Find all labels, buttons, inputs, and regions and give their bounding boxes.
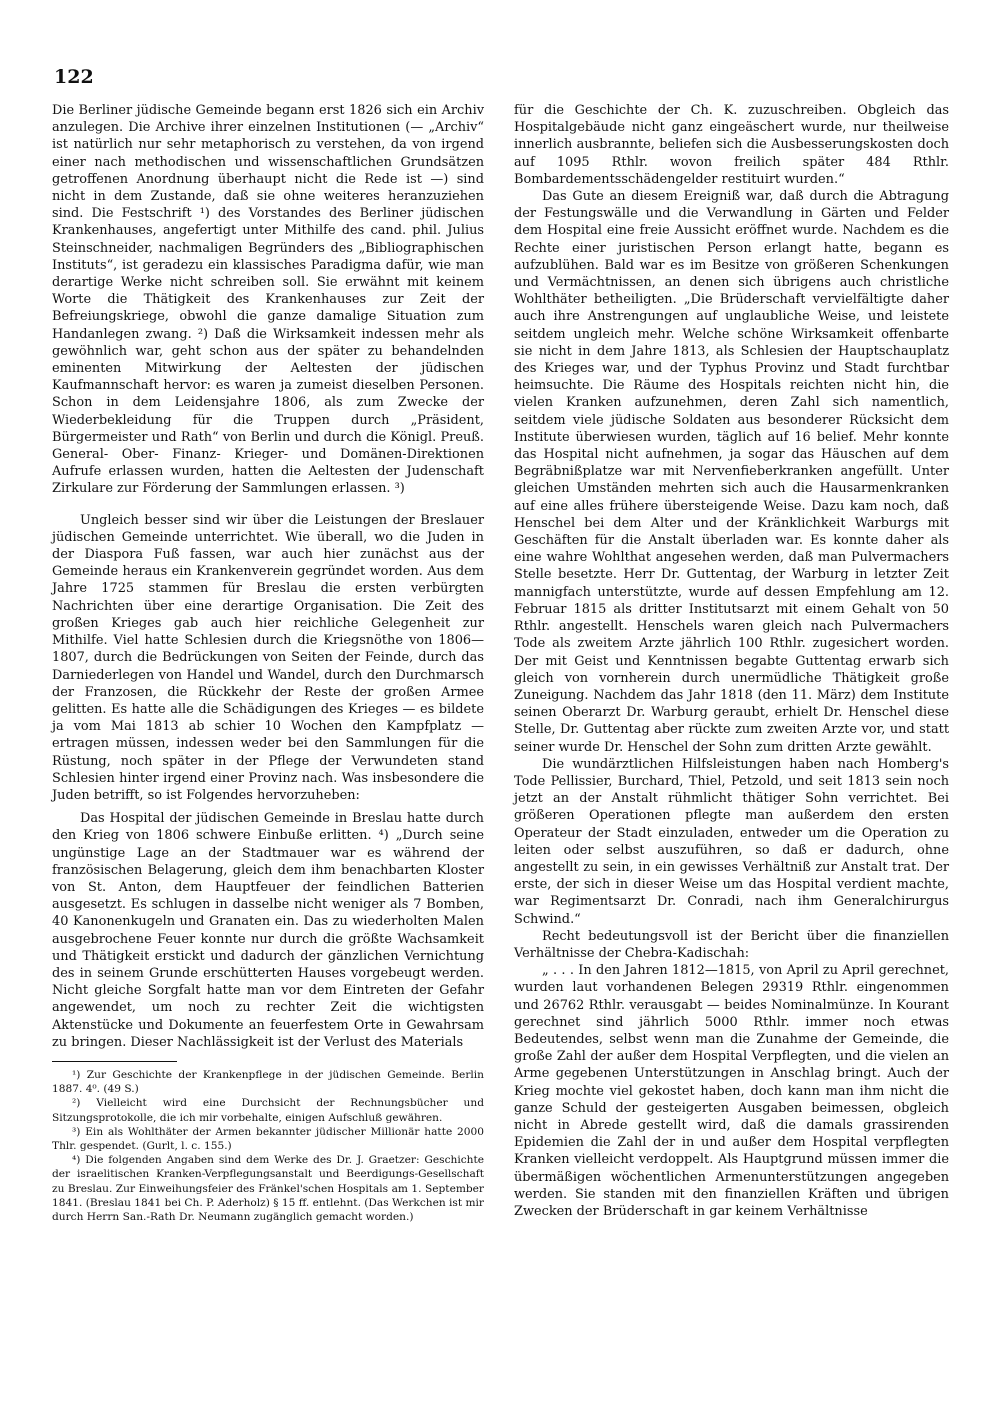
footnotes [52,1068,484,1224]
footnote-3: ³) Ein als Wohlthäter der Armen bekannter jüdischer Millionär hatte 2000 Thlr. gespendet. (Gurlt, l. c. 155.) [52,1125,484,1152]
paragraph-berlin: Die Berliner jüdische Gemeinde begann erst 1826 sich ein Archiv anzulegen. Die Archive ihrer einzelnen Institutionen (— „Archiv“ ist natürlich nur sehr metaphorisch zu verstehen, da von irgend einer nach methodischen und wissenschaftlichen Grundsätzen getroffenen Anordnung überhaupt nicht die Rede ist —) sind nicht in dem Zustande, daß sie ohne weiteres heranzuziehen sind. Die Festschrift ¹) des Vorstandes des Berliner jüdischen Krankenhauses, angefertigt unter Mithilfe des cand. phil. Julius Steinschneider, nachmaligen Begründers des „Bibliographischen Instituts“, ist geradezu ein klassisches Paradigma dafür, wie man derartige Werke nicht schreiben soll. Sie erwähnt mit keinem Worte die Thätigkeit des Krankenhauses zur Zeit der Befreiungskriege, obwohl die ganze damalige Situation zum Handanlegen zwang. ²) Daß die Wirksamkeit indessen mehr als gewöhnlich war, geht schon aus der später zu behandelnden eminenten Mitwirkung der Aeltesten der jüdischen Kaufmannschaft hervor: es waren ja zumeist dieselben Personen. Schon in dem Leidensjahre 1806, als zum Zwecke der Wiederbekleidung für die Truppen durch „Präsident, Bürgermeister und Rath“ von Berlin und durch die Königl. Preuß. General- Ober- Finanz- Krieger- und Domänen-Direktionen Aufrufe erlassen wurden, hatten die Aeltesten der Judenschaft Zirkulare zur Förderung der Sammlungen erlassen. ³) [52,103,484,497]
footnote-4: ⁴) Die folgenden Angaben sind dem Werke des Dr. J. Graetzer: Geschichte der israelitischen Kranken-Verpflegungsanstalt und Beerdigungs-Gesellschaft zu Breslau. Zur Einweihungsfeier des Fränkel'schen Hospitals am 1. September 1841. (Breslau 1841 bei Ch. P. Aderholz) § 15 ff. entlehnt. (Das Werkchen ist mir durch Herrn San.-Rath Dr. Neumann zugänglich gemacht worden.) [52,1154,484,1223]
footnote-1: ¹) Zur Geschichte der Krankenpflege in der jüdischen Gemeinde. Berlin 1887. 4⁰. (49 S.) [52,1068,484,1096]
footnote-divider [52,1061,177,1062]
paragraph-surgeons: Die wundärztlichen Hilfsleistungen haben nach Homberg's Tode Pellissier, Burchard, Thiel, Petzold, und seit 1813 sein noch jetzt an der Anstalt rühmlicht thätiger Sohn verrichtet. Bei größeren Operationen pflegte man außerdem den ersten Operateur der Stadt einzuladen, entweder um die Operation zu leiten oder selbst auszuführen, so daß er dadurch, ohne angestellt zu sein, in ein gewisses Verhältniß zur Anstalt trat. Der erste, der sich in dieser Weise um das Hospital verdient machte, war Regimentsarzt Dr. Conradi, nach ihm Generalchirurgus Schwind.“ [514,756,949,927]
paragraph-breslau: Ungleich besser sind wir über die Leistungen der Breslauer jüdischen Gemeinde unterrichtet. Wie überall, wo die Juden in der Diaspora Fuß fassen, war auch hier zunächst aus der Gemeinde heraus ein Krankenverein gegründet worden. Aus dem Jahre 1725 stammen für Breslau die ersten verbürgten Nachrichten über eine derartige Organisation. Die Zeit des großen Krieges gab auch hier reichliche Gelegenheit zur Mithilfe. Viel hatte Schlesien durch die Kriegsnöthe von 1806—1807, durch die Bedrückungen von Seiten der Feinde, durch das Darniederlegen von Handel und Wandel, durch den Durchmarsch der Franzosen, die Rückkehr der Reste der großen Armee gelitten. Es hatte alle die Schädigungen des Krieges — es bildete ja vom Mai 1813 ab schier 10 Wochen den Kampfplatz — ertragen müssen, indessen weder bei den Sammlungen für die Rüstung, noch später in der Pflege der Verwundeten stand Schlesien hinter irgend einer Provinz nach. Was insbesondere die Juden betrifft, so ist Folgendes hervorzuheben: [52,512,484,803]
right-column [514,102,949,1220]
paragraph-continuation: für die Geschichte der Ch. K. zuzuschreiben. Obgleich das Hospitalgebäude nicht ganz eingeäschert wurde, nur theilweise innerlich ausbrannte, beliefen sich die Ausbesserungskosten doch auf 1095 Rthlr. wovon freilich später 484 Rthlr. Bombardementsschädengelder restituirt wurden.“ [514,103,949,187]
paragraph-finances-intro: Recht bedeutungsvoll ist der Bericht über die finanziellen Verhältnisse der Chebra-Kadischah: [514,928,949,961]
paragraph-hospital: Das Hospital der jüdischen Gemeinde in Breslau hatte durch den Krieg von 1806 schwere Einbuße erlitten. ⁴) „Durch seine ungünstige Lage an der Stadtmauer war es während der französischen Belagerung, gleich dem ihm benachbarten Kloster von St. Anton, dem Hauptfeuer der feindlichen Batterien ausgesetzt. Es schlugen in dasselbe nicht weniger als 7 Bomben, 40 Kanonenkugeln und Granaten ein. Das zu wiederholten Malen ausgebrochene Feuer konnte nur durch die größte Wachsamkeit und Thätigkeit erstickt und dadurch der gänzlichen Vernichtung des in seinem Grunde erschütterten Hauses vorgebeugt werden. Nicht gleiche Sorgfalt hatte man vor dem Eintreten der Gefahr angewendet, um noch zu rechter Zeit die wichtigsten Aktenstücke und Dokumente an feuerfestem Orte in Gewahrsam zu bringen. Dieser Nachlässigkeit ist der Verlust des Materials [52,811,484,1050]
footnote-2: ²) Vielleicht wird eine Durchsicht der Rechnungsbücher und Sitzungsprotokolle, die ich mir vorbehalte, einigen Aufschluß gewähren. [52,1097,484,1124]
paragraph-good-event: Das Gute an diesem Ereigniß war, daß durch die Abtragung der Festungswälle und die Verwandlung in Gärten und Felder dem Hospital eine freie Aussicht eröffnet wurde. Nachdem es die Rechte einer juristischen Person erlangt hatte, begann es aufzublühen. Bald war es im Besitze von größeren Schenkungen und Vermächtnissen, an denen sich übrigens auch christliche Wohlthäter betheiligten. „Die Brüderschaft vervielfältigte daher auch ihre Anstrengungen auf unglaubliche Weise, und leistete seitdem ungleich mehr. Welche schöne Wirksamkeit offenbarte sie nicht in dem Jahre 1813, als Schlesien der Hauptschauplatz des Krieges war, und der Typhus Provinz und Stadt furchtbar heimsuchte. Die Räume des Hospitals reichten nicht hin, die vielen Kranken aufzunehmen, deren Zahl sich namentlich, seitdem viele jüdische Soldaten aus besonderer Rücksicht dem Institute überwiesen wurden, täglich auf 16 belief. Mehr konnte das Hospital nicht aufnehmen, ja sogar das Häuschen auf dem Begräbnißplatze war mit Nervenfieberkranken angefüllt. Unter gleichen Umständen mehrten sich auch die Hausarmenkranken auf eine alles frühere übersteigende Weise. Dazu kam noch, daß Henschel bei dem Alter und der Kränklichkeit Warburgs mit Geschäften für die Anstalt überladen war. Es konnte daher als eine wahre Wohlthat angesehen werden, daß man Pulvermachers Stelle besetzte. Herr Dr. Guttentag, der Warburg in letzter Zeit mannigfach unterstützte, wurde auf dessen Empfehlung am 12. Februar 1815 als dritter Institutsarzt mit einem Gehalt von 50 Rthlr. angestellt. Henschels waren gleich nach Pulvermachers Tode als zweitem Arzte jährlich 100 Rthlr. zugesichert worden. Der mit Geist und Kenntnissen begabte Guttentag erwarb sich gleich von vornherein durch unermüdliche Thätigkeit große Zuneigung. Nachdem das Jahr 1818 (den 11. März) dem Institute seinen Oberarzt Dr. Warburg geraubt, erhielt Dr. Henschel diese Stelle, Dr. Guttentag aber rückte zum zweiten Arzte vor, und statt seiner wurde Dr. Henschel der Sohn zum dritten Arzte gewählt. [514,189,949,755]
paragraph-finances-quote: „ . . . In den Jahren 1812—1815, von April zu April gerechnet, wurden laut vorhandenen Belegen 29319 Rthlr. eingenommen und 26762 Rthlr. verausgabt — beides Nominalmünze. In Kourant gerechnet sind jährlich 5000 Rthlr. immer noch etwas Bedeutendes, selbst wenn man die Zunahme der Gemeinde, die große Zahl der außer dem Hospital Verpflegten, und die vielen an Arme gegebenen Unterstützungen in Anschlag bringt. Auch der Krieg mochte viel gekostet haben, doch kann man ihm nicht die ganze Schuld der gesteigerten Ausgaben beimessen, obgleich nicht in Abrede gestellt wird, daß die damals grassirenden Epidemien die Zahl der in und außer dem Hospital verpflegten Kranken vielleicht verdoppelt. Als Hauptgrund müssen immer die übermäßigen wöchentlichen Armenunterstützungen angegeben werden. Sie standen mit den finanziellen Kräften und übrigen Zwecken der Brüderschaft in gar keinem Verhältnisse [514,963,949,1219]
left-column [52,102,484,1224]
page-number: 122 [54,66,94,88]
